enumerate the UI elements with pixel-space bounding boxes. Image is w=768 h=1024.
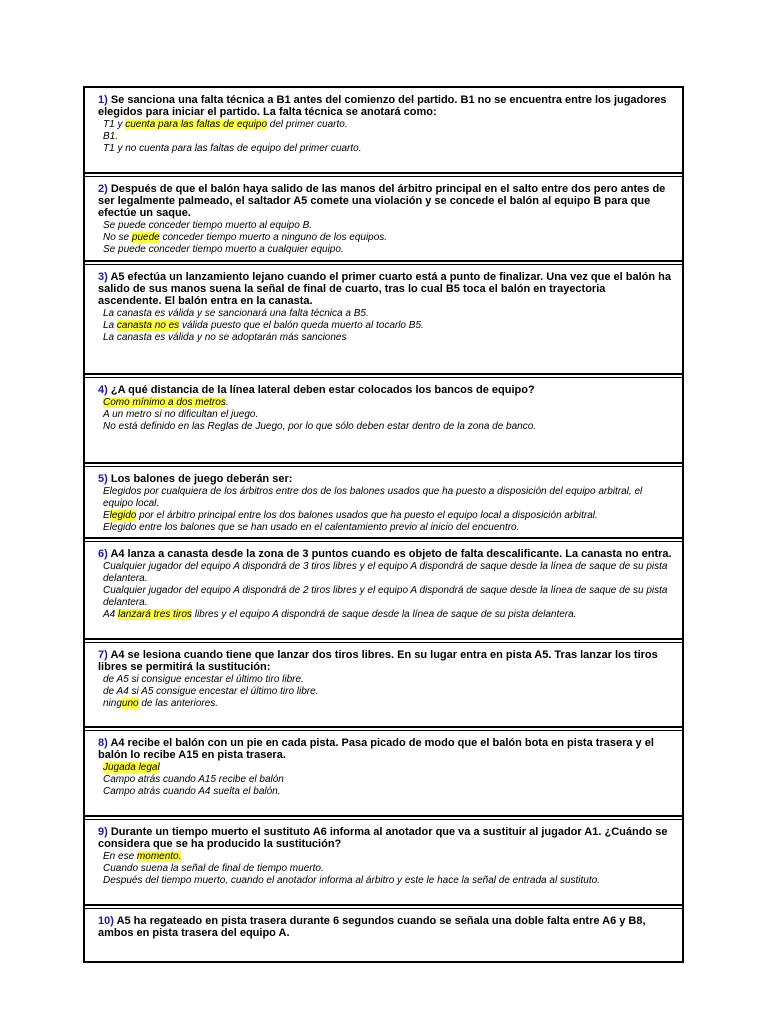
- answer-option[interactable]: [98, 774, 672, 786]
- answer-text: T1 y: [103, 119, 126, 130]
- answer-options: [98, 220, 672, 256]
- answer-text: Cualquier jugador del equipo A dispondrá de 3 tiros libres y el equipo A dispondrá de saque desde la línea de saque de su pista delantera.: [103, 561, 668, 584]
- answer-text: ning: [103, 698, 122, 709]
- answer-text: libres y el equipo A dispondrá de saque desde la línea de saque de su pista delantera.: [191, 609, 577, 620]
- question-number: 1): [98, 94, 108, 106]
- answer-option[interactable]: [98, 510, 672, 522]
- answer-options: [98, 851, 672, 887]
- answer-option[interactable]: [98, 522, 672, 534]
- highlighted-answer-text: canasta no es: [116, 320, 180, 331]
- question-number: 9): [98, 826, 108, 838]
- answer-text: No se: [103, 232, 132, 243]
- answer-options: [98, 486, 672, 534]
- answer-option[interactable]: [98, 421, 672, 433]
- answer-text: .: [225, 397, 229, 408]
- answer-option[interactable]: [98, 332, 672, 344]
- question-statement: Después de que el balón haya salido de las manos del árbitro principal en el salto entre dos pero antes de ser legalmente palmeado, el saltador A5 comete una violación y se concede el balón al equipo B para que efectúe un saque.: [98, 183, 666, 219]
- question-text: [98, 473, 672, 485]
- answer-text: Campo atrás cuando A15 recibe el balón: [103, 774, 284, 785]
- answer-option[interactable]: [98, 674, 672, 686]
- question-text: [98, 94, 672, 118]
- question-number: 4): [98, 384, 108, 396]
- answer-text: de las anteriores.: [138, 698, 219, 709]
- answer-text: por el árbitro principal entre los dos balones usados que ha puesto el equipo local a disposición arbitral.: [136, 510, 598, 521]
- answer-text: En ese: [103, 851, 137, 862]
- answer-option[interactable]: [98, 397, 672, 409]
- question-text: [98, 649, 672, 673]
- question-text: [98, 548, 672, 560]
- question-number: 5): [98, 473, 108, 485]
- answer-options: [98, 397, 672, 433]
- answer-option[interactable]: [98, 131, 672, 143]
- question-box: [85, 378, 682, 464]
- answer-option[interactable]: [98, 875, 672, 887]
- answer-option[interactable]: [98, 409, 672, 421]
- answer-text: válida puesto que el balón queda muerto al tocarlo B5.: [179, 320, 424, 331]
- question-text: [98, 826, 672, 850]
- answer-option[interactable]: [98, 244, 672, 256]
- question-number: 10): [98, 915, 114, 927]
- answer-options: [98, 119, 672, 155]
- question-statement: A5 ha regateado en pista trasera durante 6 segundos cuando se señala una doble falta entre A6 y B8, ambos en pista trasera del equipo A.: [98, 915, 646, 939]
- answer-option[interactable]: [98, 609, 672, 621]
- answer-option[interactable]: [98, 585, 672, 609]
- answer-option[interactable]: [98, 232, 672, 244]
- answer-option[interactable]: [98, 686, 672, 698]
- answer-text: conceder tiempo muerto a ninguno de los equipos.: [159, 232, 388, 243]
- answer-text: La canasta es válida y se sancionará una falta técnica a B5.: [103, 308, 369, 319]
- question-number: 8): [98, 737, 108, 749]
- question-box: [85, 731, 682, 817]
- highlighted-answer-text: uno: [121, 698, 139, 709]
- answer-option[interactable]: [98, 143, 672, 155]
- answer-option[interactable]: [98, 119, 672, 131]
- question-text: [98, 183, 672, 219]
- answer-text: B1.: [103, 131, 119, 142]
- question-number: 7): [98, 649, 108, 661]
- answer-text: Cualquier jugador del equipo A dispondrá de 2 tiros libres y el equipo A dispondrá de saque desde la línea de saque de su pista delantera.: [103, 585, 668, 608]
- question-statement: A4 recibe el balón con un pie en cada pista. Pasa picado de modo que el balón bota en pista trasera y el balón lo recibe A15 en pista trasera.: [98, 737, 654, 761]
- question-statement: Durante un tiempo muerto el sustituto A6 informa al anotador que va a sustituir al jugador A1. ¿Cuándo se considera que se ha producido la sustitución?: [98, 826, 668, 850]
- question-statement: ¿A qué distancia de la línea lateral deben estar colocados los bancos de equipo?: [110, 384, 535, 396]
- answer-text: A4: [103, 609, 119, 620]
- highlighted-answer-text: momento.: [136, 851, 182, 862]
- answer-text: Elegidos por cualquiera de los árbitros entre dos de los balones usados que ha puesto a disposición del equipo arbitral, el equipo local.: [103, 486, 643, 509]
- question-box: [85, 88, 682, 174]
- highlighted-answer-text: lanzará tres tiros: [118, 609, 192, 620]
- highlighted-answer-text: puede: [131, 232, 160, 243]
- answer-option[interactable]: [98, 762, 672, 774]
- question-statement: A4 lanza a canasta desde la zona de 3 puntos cuando es objeto de falta descalificante. La canasta no entra.: [110, 548, 672, 560]
- question-text: [98, 271, 672, 307]
- answer-option[interactable]: [98, 786, 672, 798]
- question-statement: Los balones de juego deberán ser:: [110, 473, 293, 485]
- question-text: [98, 915, 672, 939]
- question-box: [85, 643, 682, 728]
- question-number: 2): [98, 183, 108, 195]
- question-box: [85, 542, 682, 640]
- answer-options: [98, 308, 672, 344]
- answer-text: de A4 si A5 consigue encestar el último tiro libre.: [103, 686, 319, 697]
- answer-option[interactable]: [98, 698, 672, 710]
- answer-text: de A5 si consigue encestar el último tiro libre.: [103, 674, 304, 685]
- answer-text: La: [103, 320, 117, 331]
- answer-option[interactable]: [98, 308, 672, 320]
- highlighted-answer-text: cuenta para las faltas de equipo: [125, 119, 268, 130]
- answer-options: [98, 762, 672, 798]
- answer-options: [98, 674, 672, 710]
- answer-text: A un metro si no dificultan el juego.: [103, 409, 259, 420]
- highlighted-answer-text: Como mínimo a dos metros: [103, 397, 226, 408]
- answer-options: [98, 561, 672, 621]
- question-box: [85, 265, 682, 375]
- question-number: 6): [98, 548, 108, 560]
- highlighted-answer-text: Jugada legal: [103, 762, 160, 773]
- answer-text: Campo atrás cuando A4 suelta el balón.: [103, 786, 281, 797]
- answer-option[interactable]: [98, 486, 672, 510]
- question-sheet: [83, 86, 684, 963]
- question-box: [85, 467, 682, 539]
- answer-text: La canasta es válida y no se adoptarán más sanciones: [103, 332, 347, 343]
- question-statement: A4 se lesiona cuando tiene que lanzar dos tiros libres. En su lugar entra en pista A5. Tras lanzar los tiros libres se permitirá la sustitución:: [98, 649, 658, 673]
- question-box: [85, 909, 682, 961]
- answer-text: Después del tiempo muerto, cuando el anotador informa al árbitro y este le hace la señal de entrada al sustituto.: [103, 875, 600, 886]
- answer-text: Se puede conceder tiempo muerto al equipo B.: [103, 220, 313, 231]
- question-statement: Se sanciona una falta técnica a B1 antes del comienzo del partido. B1 no se encuentra entre los jugadores elegidos para iniciar el partido. La falta técnica se anotará como:: [98, 94, 667, 118]
- question-text: [98, 384, 672, 396]
- answer-option[interactable]: [98, 851, 672, 863]
- question-box: [85, 177, 682, 262]
- answer-text: Se puede conceder tiempo muerto a cualquier equipo.: [103, 244, 344, 255]
- answer-text: del primer cuarto.: [267, 119, 348, 130]
- question-number: 3): [98, 271, 108, 283]
- highlighted-answer-text: legido: [109, 510, 137, 521]
- answer-option[interactable]: [98, 561, 672, 585]
- answer-option[interactable]: [98, 220, 672, 232]
- question-text: [98, 737, 672, 761]
- answer-option[interactable]: [98, 320, 672, 332]
- answer-text: T1 y no cuenta para las faltas de equipo del primer cuarto.: [103, 143, 362, 154]
- question-box: [85, 820, 682, 906]
- answer-text: No está definido en las Reglas de Juego, por lo que sólo deben estar dentro de la zona de banco.: [103, 421, 537, 432]
- answer-text: Cuando suena la señal de final de tiempo muerto.: [103, 863, 324, 874]
- answer-text: E: [103, 510, 110, 521]
- answer-text: Elegido entre los balones que se han usado en el calentamiento previo al inicio del encuentro.: [103, 522, 520, 533]
- answer-option[interactable]: [98, 863, 672, 875]
- question-statement: A5 efectúa un lanzamiento lejano cuando el primer cuarto está a punto de finalizar. Una vez que el balón ha salido de sus manos suena la señal de final de cuarto, tras lo cual B5 toca el balón en trayectoria ascendente. El balón entra en la canasta.: [98, 271, 671, 307]
